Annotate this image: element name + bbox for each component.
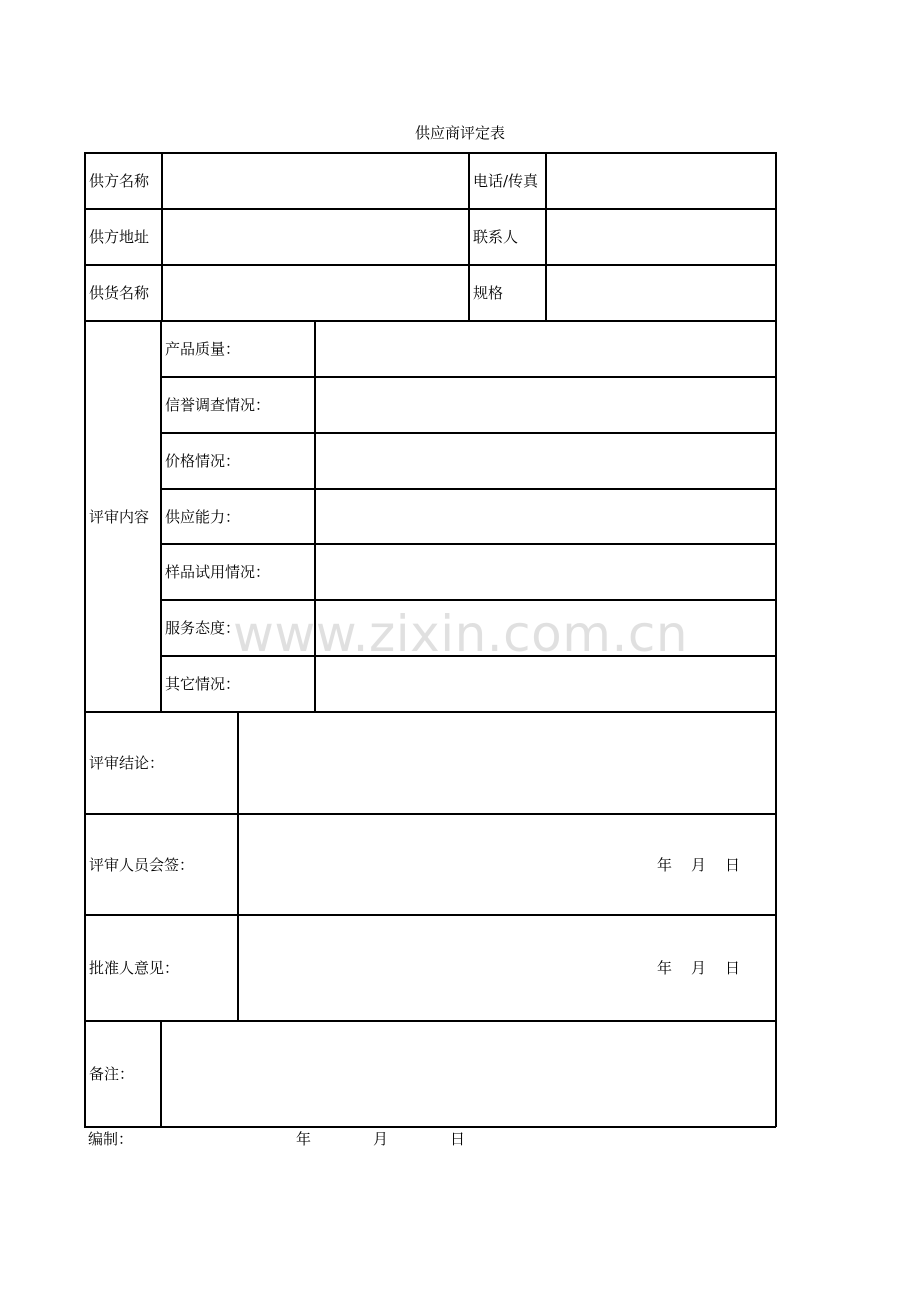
watermark: www.zixin.com.cn (233, 605, 689, 663)
contact-person-label: 联系人 (473, 228, 519, 246)
phone-fax-field[interactable] (547, 153, 775, 208)
signoff-day: 日 (725, 856, 741, 874)
approval-year: 年 (657, 959, 673, 977)
phone-fax-label: 电话/传真 (473, 172, 539, 190)
remarks-field[interactable] (162, 1021, 775, 1126)
review-item-label: 信誉调查情况： (165, 396, 271, 414)
remarks-label: 备注： (89, 1065, 135, 1083)
review-item-label: 服务态度： (165, 619, 241, 637)
goods-name-field[interactable] (163, 265, 468, 320)
review-item-field[interactable] (316, 489, 775, 543)
approval-date (657, 958, 740, 978)
conclusion-label: 评审结论： (89, 754, 165, 772)
specification-label: 规格 (473, 284, 504, 302)
approval-label: 批准人意见： (89, 959, 180, 977)
approval-day: 日 (725, 959, 741, 977)
review-item-field[interactable] (316, 544, 775, 599)
footer-month: 月 (373, 1130, 389, 1148)
review-section-label: 评审内容 (89, 507, 150, 526)
footer-year: 年 (296, 1130, 312, 1148)
signoff-year: 年 (657, 856, 673, 874)
contact-person-field[interactable] (547, 209, 775, 264)
signoff-month: 月 (691, 856, 707, 874)
footer-day: 日 (450, 1130, 466, 1148)
conclusion-field[interactable] (239, 712, 775, 813)
review-item-label: 供应能力： (165, 507, 241, 526)
review-item-field[interactable] (316, 656, 775, 711)
review-item-label: 产品质量： (165, 340, 241, 358)
review-item-label: 价格情况： (165, 452, 241, 470)
prepared-by-label: 编制： (88, 1130, 134, 1148)
signoff-label: 评审人员会签： (89, 855, 195, 874)
review-item-label: 其它情况： (165, 675, 241, 693)
supplier-name-label: 供方名称 (89, 172, 150, 190)
signoff-date (657, 855, 740, 875)
supplier-address-label: 供方地址 (89, 228, 150, 246)
review-item-field[interactable] (316, 377, 775, 432)
supplier-name-field[interactable] (163, 153, 468, 208)
page-title: 供应商评定表 (414, 124, 505, 142)
review-item-field[interactable] (316, 600, 775, 655)
supplier-address-field[interactable] (163, 209, 468, 264)
approval-month: 月 (691, 959, 707, 977)
goods-name-label: 供货名称 (89, 284, 150, 302)
review-item-field[interactable] (316, 433, 775, 488)
review-item-field[interactable] (316, 321, 775, 376)
specification-field[interactable] (547, 265, 775, 320)
review-item-label: 样品试用情况： (165, 563, 271, 581)
